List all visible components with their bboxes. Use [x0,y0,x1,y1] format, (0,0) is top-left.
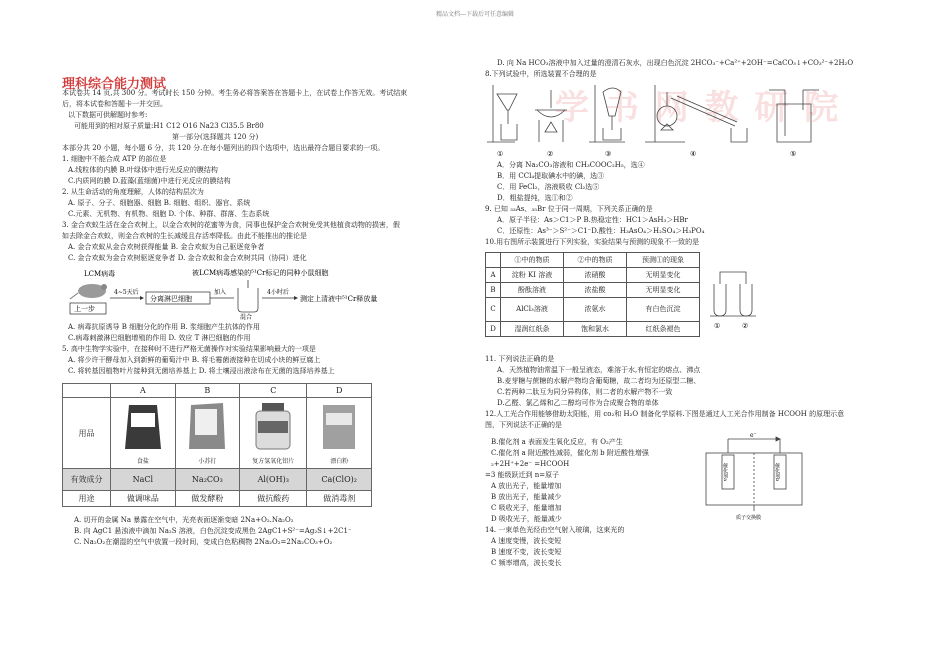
antacid-bottle-icon [250,399,296,453]
lcm-virus-label: LCM病毒 [84,270,116,278]
question-12-option: C.催化剂 a 附近酸性减弱，催化剂 b 附近酸性增强 [491,449,649,457]
q10-cell: 酚酞溶液 [501,283,564,298]
question-13: =3 能级跃迁到 n=原子 [485,471,560,479]
question-1: 1. 细胞中不能合成 ATP 的部位是 [62,155,167,163]
question-8: 8.下列试验中，所选装置不合理的是 [485,70,597,78]
question-4-options: A. 病毒抗原诱导 B 细胞分化的作用 B. 浆细胞产生抗体的作用 [68,323,260,331]
question-4-options: C.病毒刺激淋巴细胞增殖的作用 D. 效应 T 淋巴细胞的作用 [68,334,251,342]
step-box-2: 分离淋巴细胞 [150,295,192,303]
question-11-option: D.乙醛、氯乙烯和乙二醇均可作为合成聚合物的单体 [497,399,659,407]
q10-header-cell: ②中的物质 [564,253,627,268]
question-7-option: B. 向 AgC1 悬浊液中滴加 Na₂S 溶液，白色沉淀变成黑色 2AgC1+S²⁻=Ag₂S↓+2C1⁻ [74,527,352,535]
product-image-cell [111,398,176,469]
question-5-options: C. 将转基因植物叶片接种到无菌培养基上 D. 将土壤浸出液涂布在无菌的选择培养基上 [68,367,335,375]
question-7-option: A. 切开的金属 Na 暴露在空气中，光亮表面逐渐变暗 2Na+O₂.Na₂O₂ [74,516,294,524]
use-cell: 做调味品 [111,491,176,507]
bleach-powder-pack-icon [317,399,361,453]
q10-cell: B [486,283,501,298]
exam-title: 理科综合能力测试 [62,77,167,92]
question-8-option: B．用 CCl₄提取碘水中的碘，选③ [497,172,605,180]
table-header-cell: B [175,384,240,398]
question-2: 2. 从生命活动的角度理解，人体的结构层次为 [62,188,204,196]
question-13-option: B 放出光子，能量减少 [491,493,562,501]
product-image-cell [175,398,240,469]
q10-table [485,252,700,337]
baking-soda-pack-icon [185,399,229,453]
use-cell: 做发酵粉 [175,491,240,507]
q8-apparatus-figure [485,80,875,160]
product-image-cell [240,398,307,469]
mouse-ear-icon [101,284,107,290]
apparatus-label-4: ④ [690,150,697,158]
product-image-cell [307,398,372,469]
page-header: 精品文档---下载后可任意编辑 [435,11,515,18]
question-8-option: C．用 FeCl₂，溶液吸收 Cl₂选⑤ [497,183,600,191]
left-column [62,88,464,548]
q10-header-cell: ①中的物质 [501,253,564,268]
question-1-options: C.内质网的膜 D.蓝藻(蓝细菌)中进行光反应的膜结构 [68,177,231,185]
question-12-option: ₂+2H⁺+2e⁻ =HCOOH [491,460,570,468]
component-cell: Na₂CO₃ [175,469,240,491]
table-header-cell [63,384,111,398]
tube-label-1: ① [714,322,721,330]
step-box-3: 测定上清液中⁵¹Cr释放量 [300,295,378,303]
question-11-option: C.若两种二肽互为同分异构体，则二者的水解产物不一致 [497,388,673,396]
table-header-cell: D [307,384,372,398]
row-label: 有效成分 [63,469,111,491]
watermark-logo: 学 书 网 教 研 院 [555,88,841,128]
question-3-options: A. 金合欢蚁从金合欢树获得能量 B. 金合欢蚁为自己驱逐竞争者 [68,243,265,251]
question-2-options: C.元素、无机物、有机物、细胞 D. 个体、种群、群落、生态系统 [68,210,270,218]
product-name: 食盐 [136,458,149,465]
artificial-photosynthesis-cell [700,431,810,521]
component-cell: Al(OH)₃ [240,469,307,491]
q10-cell: 红纸条褪色 [627,322,700,337]
question-7-option: C. Na₂O₂在潮湿的空气中放置一段时间，变成白色粘稠物 2Na₂O₂=2Na₂CO₃+O₂ [74,538,333,546]
question-14-option: C 频率增高，波长变长 [491,559,562,567]
question-10: 10.用右图所示装置进行下列实验，实验结果与预测的现象不一致的是 [485,238,700,246]
intro-line: 本试卷共 14 页,共 300 分。考试时长 150 分钟。考生务必将答案答在答题卡上，在试卷上作答无效。考试结束 [62,89,408,97]
product-name: 复方氢氧化铝片 [252,458,295,465]
question-11: 11. 下列说法正确的是 [485,355,555,363]
apparatus-label-3: ③ [605,150,612,158]
question-9-option: C．还原性：As³⁻＞S²⁻＞C1⁻D.酸性：H₃AsO₄＞H₂SO₄＞H₃PO₄ [497,227,705,235]
component-cell: Ca(ClO)₂ [307,469,372,491]
q10-cell: C [486,298,501,322]
product-name: 小苏打 [198,458,217,465]
q12-row [485,431,875,569]
product-name: 漂白粉 [330,458,349,465]
question-8-option: D．粗盐提纯，选①和② [497,194,573,202]
right-column [485,58,875,569]
question-11-option: A．天然植物油常温下一般呈液态，难溶于水,有恒定的熔点、沸点 [497,366,701,374]
q10-header-cell [486,253,501,268]
question-13-option: D 吸收光子，能量减少 [491,515,562,523]
q10-cell: 无明显变化 [627,283,700,298]
use-cell: 做消毒剂 [307,491,372,507]
question-13-option: C 吸收光子，能量增加 [491,504,562,512]
question-3: 如去除金合欢蚁，则金合欢树的生长减缓且存活率降低。由此不能推出的推论是 [62,232,307,240]
row-label: 用途 [63,491,111,507]
apparatus-label-2: ② [547,150,554,158]
catalyst-a-label: 催化剂a [722,463,728,481]
q10-cell: A [486,268,501,283]
section-instructions: 本部分共 20 小题，每小题 6 分，共 120 分.在每小题列出的四个选项中，选出最符合题目要求的一项。 [62,144,385,152]
intro-line: 以下数据可供解题时参考: [68,111,148,119]
tube-label-2: ② [742,322,749,330]
q10-cell: 浓氨水 [564,298,627,322]
question-11-option: B.麦芽糖与蔗糖的水解产物均含葡萄糖，故二者均为还原型二糖、 [497,377,701,385]
q10-cell: 浓盐酸 [564,283,627,298]
question-7-option: D. 向 Na HCO₃溶液中加入过量的澄清石灰水，出现白色沉淀 2HCO₃⁻+Ca²⁺+2OH⁻=CaCO₃↓+CO₃²⁻+2H₂O [497,59,854,67]
question-3-options: C. 金合欢蚁为金合欢树驱逐竞争者 D. 金合欢蚁和金合欢树共同（协同）进化 [68,254,307,262]
q10-cell: 饱和氯水 [564,322,627,337]
q10-cell: 淀粉 KI 溶液 [501,268,564,283]
question-9-option: A．原子半径：As＞C1＞P B.热稳定性：HC1＞AsH₃＞HBr [497,216,688,224]
question-3: 3. 金合欢蚁生活在金合欢树上，以金合欢树的花蜜等为食，同事也保护金合欢树免受其他植食动物的损害，假 [62,221,400,229]
electron-label: e⁻ [750,432,757,439]
row-label: 用品 [63,398,111,469]
component-cell: NaCl [111,469,176,491]
question-14-option: A 速度变慢，波长变短 [491,537,562,545]
q4-experiment-figure [62,266,462,322]
mix-label: 混合 [240,314,253,321]
q10-cell: 湿润红纸条 [501,322,564,337]
q10-cell: 浓硝酸 [564,268,627,283]
q10-cell: D [486,322,501,337]
table-header-cell: A [111,384,176,398]
question-1-options: A.线粒体的内膜 B.叶绿体中进行光反应的膜结构 [68,166,218,174]
use-cell: 做抗酸药 [240,491,307,507]
question-14-option: B 速度不变，波长变短 [491,548,562,556]
apparatus-label-1: ① [497,150,504,158]
question-5-options: A. 将少许干酵母加入到新鲜的葡萄汁中 B. 将毛霉菌液接种在切成小块的鲜豆腐上 [68,356,321,364]
q12-options [485,431,700,569]
q10-cell: 有白色沉淀 [627,298,700,322]
step-time-1: 4~5天后 [114,289,139,296]
apparatus-label-5: ⑤ [790,150,797,158]
atomic-mass-line: 可能用到的相对原子质量:H1 C12 O16 Na23 Cl35.5 Br80 [74,122,264,130]
table-header-cell: C [240,384,307,398]
step-time-2: 4小时后 [267,289,289,296]
question-13-option: A 放出光子，能量增加 [491,482,562,490]
question-12: 12.人工光合作用能够借助太阳能，用 co₂和 H₂O 制备化学原料.下图是通过人工光合作用制备 HCOOH 的原理示意 [485,410,845,418]
figure-caption: 被LCM病毒感染的⁵¹Cr标记的同种小鼠细胞 [192,269,329,277]
section-heading: 第一部分(选择题共 120 分) [172,133,259,141]
q10-tube-figure [706,266,766,346]
test-tube-icon [238,288,258,312]
intro-line: 后，将本试卷和答题卡一并交回。 [62,100,167,108]
question-8-option: A．分离 Na₂CO₃溶液和 CH₃COOC₂H₅，选④ [497,161,645,169]
question-12: 图，下列说法不正确的是 [485,421,562,429]
add-label: 加入 [214,289,227,296]
question-12-option: B.催化剂 a 表面发生氧化反应，有 O₂产生 [491,438,623,446]
membrane-label: 质子交换膜 [736,515,762,521]
question-2-options: A. 原子、分子、细胞器、细胞 B. 细胞、组织、器官、系统 [68,199,251,207]
catalyst-b-label: 催化剂b [774,463,780,482]
household-products-table [62,383,372,507]
q10-cell: AlCl₃溶液 [501,298,564,322]
q10-cell: 无明显变化 [627,268,700,283]
question-5: 5. 高中生物学实验中，在接种时不进行严格无菌操作对实验结果影响最大的一项是 [62,345,316,353]
q10-figure-row [485,248,875,346]
step-box-1: 上一步 [74,305,95,313]
salt-bag-icon [121,399,165,453]
question-9: 9. 已知 ₃₃As、₃₅Br 位于同一周期，下列关系正确的是 [485,205,653,213]
q10-header-cell: 预测①的现象 [627,253,700,268]
question-14: 14. 一束单色光经由空气射入玻璃，这束光的 [485,526,625,534]
